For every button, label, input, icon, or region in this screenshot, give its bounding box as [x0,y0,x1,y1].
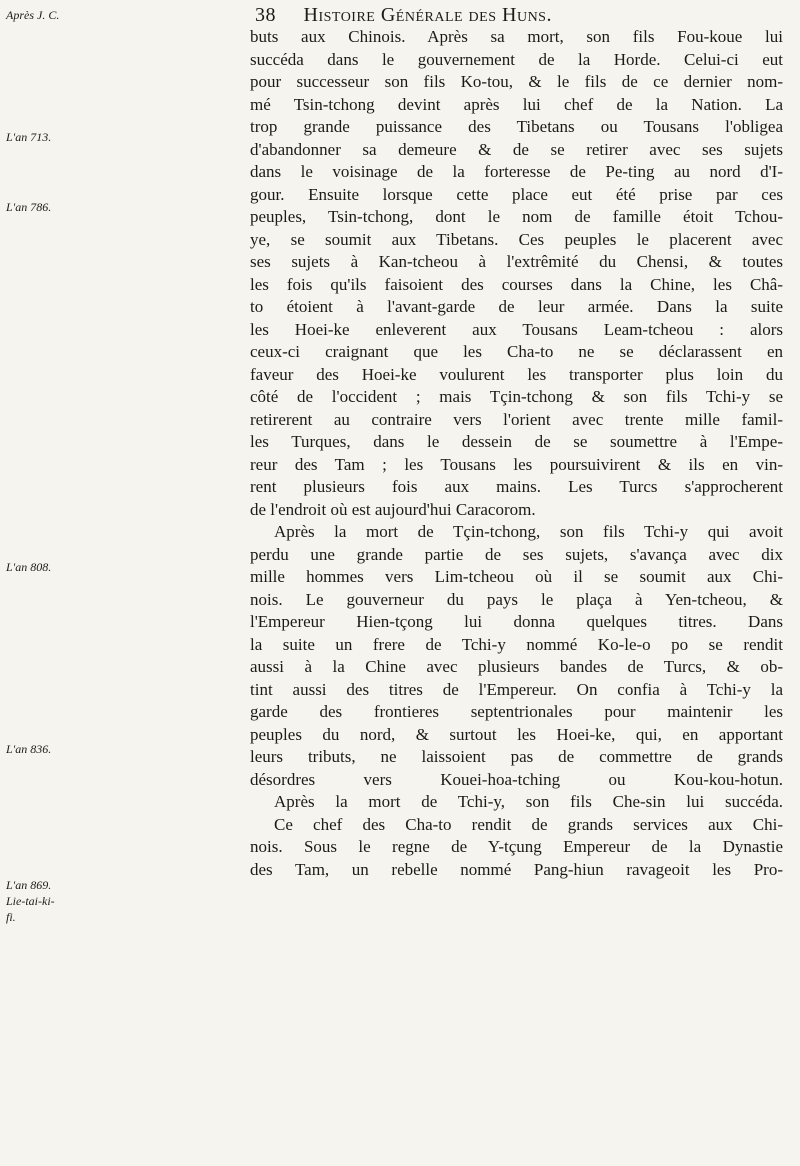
text-line: retirerent au contraire vers l'orient avec trente mille famil- [250,409,783,429]
margin-note: L'an 869. [6,878,52,892]
text-line: perdu une grande partie de ses sujets, s'avança avec dix [250,544,783,564]
text-line: désordres vers Kouei-hoa-tching ou Kou-kou-hotun. [250,769,783,789]
text-line: to étoient à l'avant-garde de leur armée. Dans la suite [250,297,783,316]
text-line: peuples, Tsin-tchong, dont le nom de famille étoit Tchou- [250,207,783,226]
text-line: de l'endroit où est aujourd'hui Caracorom. [250,499,536,519]
text-line: Ce chef des Cha-to rendit de grands services aux Chi- [274,814,783,834]
text-line: les fois qu'ils faisoient des courses dans la Chine, les Châ- [250,274,783,294]
margin-note: L'an 786. [6,200,52,214]
text-line: les Hoei-ke enleverent aux Tousans Leam-tcheou : alors [250,319,783,339]
text-line: reur des Tam ; les Tousans les poursuivirent & ils en vin- [250,454,783,474]
margin-note: L'an 808. [6,560,52,574]
text-line: nois. Sous le regne de Y-tçung Empereur de la Dynastie [250,837,783,856]
text-line: pour successeur son fils Ko-tou, & le fils de ce dernier nom- [250,72,783,91]
text-line: peuples du nord, & surtout les Hoei-ke, qui, en apportant [250,724,783,744]
text-line: nois. Le gouverneur du pays le plaça à Yen-tcheou, & [250,589,783,609]
text-line: trop grande puissance des Tibetans ou Tousans l'obligea [250,117,783,136]
text-line: dans le voisinage de la forteresse de Pe-ting au nord d'I- [250,162,783,181]
text-line: la suite un frere de Tchi-y nommé Ko-le-o po se rendit [250,634,783,654]
page-header [255,4,775,27]
text-line: ye, se soumit aux Tibetans. Ces peuples le placerent avec [250,229,783,249]
text-line: tint aussi des titres de l'Empereur. On confia à Tchi-y la [250,679,783,699]
text-line: mé Tsin-tchong devint après lui chef de la Nation. La [250,94,783,114]
text-line: rent plusieurs fois aux mains. Les Turcs s'approcherent [250,477,783,496]
margin-note: Après J. C. [6,8,60,22]
text-line: les Turques, dans le dessein de se soumettre à l'Empe- [250,432,783,451]
margin-note: L'an 836. [6,742,52,756]
page-number: 38 [255,4,276,26]
text-line: buts aux Chinois. Après sa mort, son fils Fou-koue lui [250,27,783,46]
text-line: gour. Ensuite lorsque cette place eut été prise par ces [250,184,783,204]
body-text [250,26,783,881]
text-line: des Tam, un rebelle nommé Pang-hiun ravageoit les Pro- [250,859,783,879]
running-title: Histoire Générale des Huns. [303,4,552,26]
text-line: succéda dans le gouvernement de la Horde. Celui-ci eut [250,49,783,69]
text-line: côté de l'occident ; mais Tçin-tchong & son fils Tchi-y se [250,387,783,406]
text-line: aussi à la Chine avec plusieurs bandes de Turcs, & ob- [250,657,783,676]
margin-note: Lie-tai-ki- [6,894,55,908]
text-line: d'abandonner sa demeure & de se retirer avec ses sujets [250,139,783,159]
text-line: mille hommes vers Lim-tcheou où il se soumit aux Chi- [250,567,783,586]
text-line: garde des frontieres septentrionales pour maintenir les [250,702,783,721]
margin-note: L'an 713. [6,130,52,144]
text-line: Après la mort de Tçin-tchong, son fils Tchi-y qui avoit [274,522,783,541]
text-line: ses sujets à Kan-tcheou à l'extrêmité du Chensi, & toutes [250,252,783,271]
text-line: l'Empereur Hien-tçong lui donna quelques titres. Dans [250,612,783,631]
text-line: Après la mort de Tchi-y, son fils Che-sin lui succéda. [274,792,783,811]
text-line: ceux-ci craignant que les Cha-to ne se déclarassent en [250,342,783,361]
text-line: leurs tributs, ne laissoient pas de commettre de grands [250,747,783,766]
margin-note: fi. [6,910,16,924]
text-line: faveur des Hoei-ke voulurent les transporter plus loin du [250,364,783,384]
